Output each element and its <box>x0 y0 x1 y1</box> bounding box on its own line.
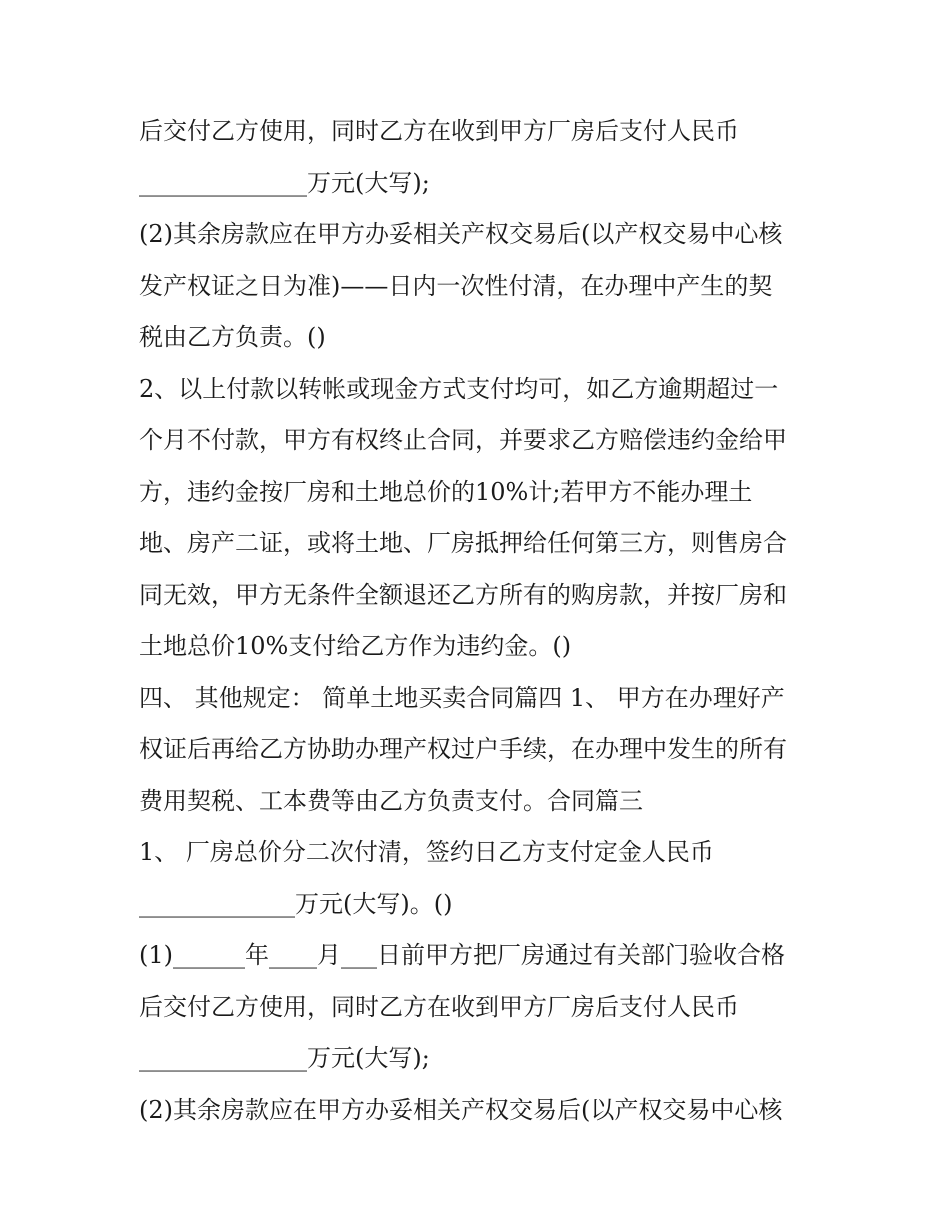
text-line: (1)______年____月___日前甲方把厂房通过有关部门验收合格 <box>139 941 785 969</box>
text-line: (2)其余房款应在甲方办妥相关产权交易后(以产权交易中心核 <box>139 220 783 248</box>
text-line: 土地总价10%支付给乙方作为违约金。() <box>139 632 572 660</box>
text-line: 后交付乙方使用，同时乙方在收到甲方厂房后支付人民币 <box>139 992 739 1021</box>
text-line: ______________万元(大写); <box>139 168 430 197</box>
text-line: 方，违约金按厂房和土地总价的10%计;若甲方不能办理土 <box>139 477 753 506</box>
text-line: 四、 其他规定： 简单土地买卖合同篇四 1、 甲方在办理好产 <box>139 683 785 712</box>
text-line: 同无效，甲方无条件全额退还乙方所有的购房款，并按厂房和 <box>139 580 787 609</box>
text-line: 地、房产二证，或将土地、厂房抵押给任何第三方，则售房合 <box>139 529 787 557</box>
text-line: 税由乙方负责。() <box>139 323 326 351</box>
text-line: 费用契税、工本费等由乙方负责支付。合同篇三 <box>139 786 643 815</box>
contract-body-text <box>139 106 829 1136</box>
text-line: 权证后再给乙方协助办理产权过户手续，在办理中发生的所有 <box>139 735 787 763</box>
text-line: ______________万元(大写); <box>139 1044 430 1072</box>
text-line: (2)其余房款应在甲方办妥相关产权交易后(以产权交易中心核 <box>139 1095 783 1124</box>
text-line: 后交付乙方使用，同时乙方在收到甲方厂房后支付人民币 <box>139 117 739 145</box>
text-line: _____________万元(大写)。() <box>139 889 453 918</box>
text-line: 2、以上付款以转帐或现金方式支付均可，如乙方逾期超过一 <box>139 374 779 403</box>
text-line: 1、 厂房总价分二次付清，签约日乙方支付定金人民币 <box>139 838 714 866</box>
text-line: 个月不付款，甲方有权终止合同，并要求乙方赔偿违约金给甲 <box>139 426 787 454</box>
text-line: 发产权证之日为准)——日内一次性付清，在办理中产生的契 <box>139 271 773 300</box>
